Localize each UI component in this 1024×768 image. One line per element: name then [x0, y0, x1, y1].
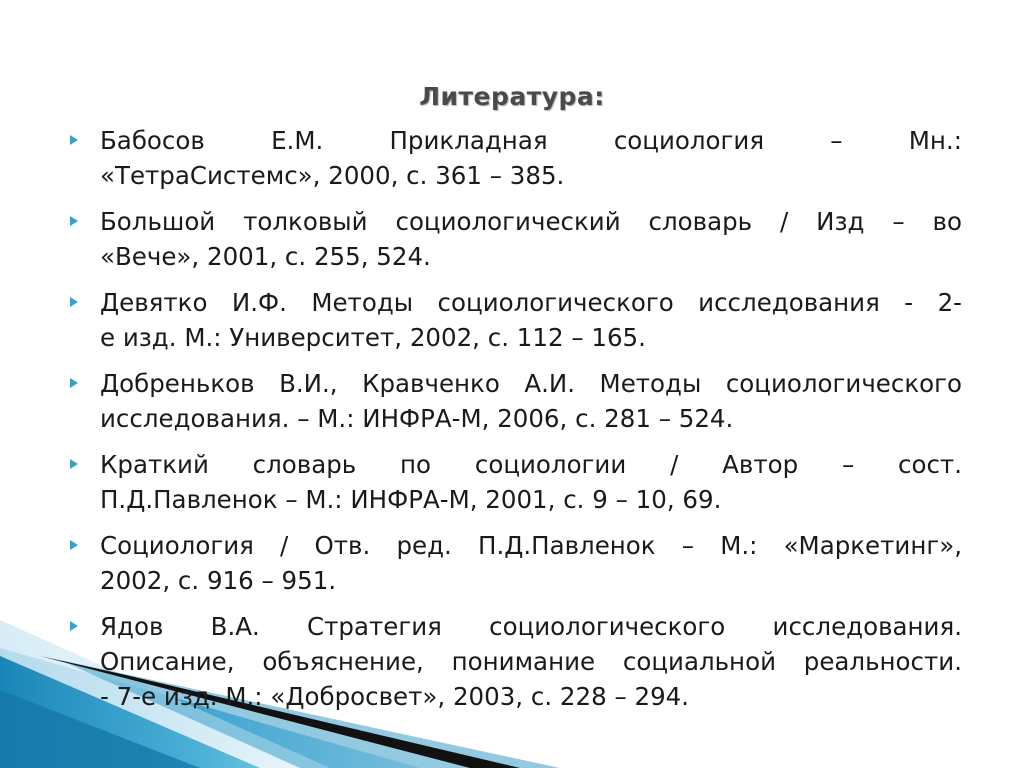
reference-line: Бабосов Е.М. Прикладная социология – Мн.:	[100, 126, 962, 155]
reference-line: е изд. М.: Университет, 2002, с. 112 – 165.	[100, 323, 646, 352]
bullet-arrow-icon	[70, 135, 78, 145]
reference-line: исследования. – М.: ИНФРА-М, 2006, с. 281 – 524.	[100, 404, 734, 433]
bullet-arrow-icon	[70, 621, 78, 631]
bullet-arrow-icon	[70, 297, 78, 307]
reference-item	[70, 528, 962, 598]
reference-line: П.Д.Павленок – М.: ИНФРА-М, 2001, с. 9 – 10, 69.	[100, 485, 722, 514]
reference-line: Описание, объяснение, понимание социальной реальности.	[100, 647, 962, 676]
reference-item	[70, 447, 962, 517]
slide-title: Литература:	[419, 82, 605, 111]
bullet-arrow-icon	[70, 378, 78, 388]
reference-line: Ядов В.А. Стратегия социологического исследования.	[100, 612, 962, 641]
reference-list	[70, 123, 962, 725]
reference-line: «ТетраСистемс», 2000, с. 361 – 385.	[100, 161, 565, 190]
bullet-arrow-icon	[70, 216, 78, 226]
reference-item	[70, 285, 962, 355]
reference-item	[70, 123, 962, 193]
reference-line: Большой толковый социологический словарь / Изд – во	[100, 207, 962, 236]
reference-item	[70, 609, 962, 714]
reference-item	[70, 366, 962, 436]
reference-line: Социология / Отв. ред. П.Д.Павленок – М.: «Маркетинг»,	[100, 531, 962, 560]
reference-line: Девятко И.Ф. Методы социологического исследования - 2-	[100, 288, 962, 317]
reference-line: 2002, с. 916 – 951.	[100, 566, 337, 595]
reference-line: Краткий словарь по социологии / Автор – сост.	[100, 450, 962, 479]
bullet-arrow-icon	[70, 459, 78, 469]
reference-item	[70, 204, 962, 274]
reference-line: «Вече», 2001, с. 255, 524.	[100, 242, 431, 271]
reference-line: Добреньков В.И., Кравченко А.И. Методы социологического	[100, 369, 962, 398]
reference-line: - 7-е изд. М.: «Добросвет», 2003, с. 228 – 294.	[100, 682, 690, 711]
bullet-arrow-icon	[70, 540, 78, 550]
